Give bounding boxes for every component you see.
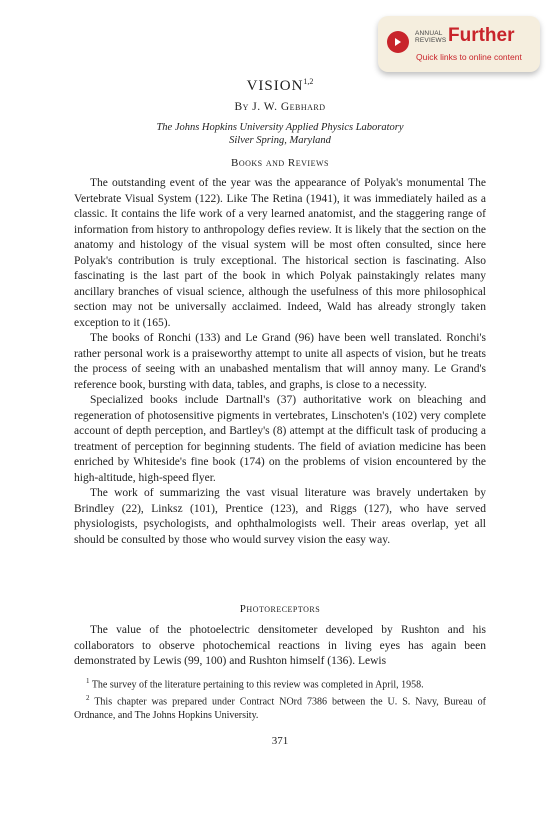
- article-title: [0, 77, 560, 95]
- annual-reviews-further-badge[interactable]: [378, 16, 540, 72]
- affiliation-location: Silver Spring, Maryland: [229, 135, 331, 146]
- title-footnote-marks: 1,2: [303, 77, 314, 86]
- badge-brand-line1: ANNUAL: [415, 30, 443, 37]
- badge-further-word: Further: [448, 25, 515, 46]
- footnotes: [74, 675, 486, 722]
- footnote: [74, 692, 486, 722]
- badge-brand-text: [415, 30, 446, 44]
- paragraph: The value of the photoelectric densitometer developed by Rushton and his collaborators to observe photochemical reactions in living eyes has again been demonstrated by Lewis (99, 100) and Rushton himself (136). Lewis: [74, 624, 486, 667]
- section-heading-photoreceptors: Photoreceptors: [239, 603, 321, 615]
- author-affiliation: [0, 121, 560, 147]
- footnote-mark: 1: [86, 677, 90, 685]
- footnote-mark: 2: [86, 693, 90, 702]
- footnote: [74, 675, 486, 692]
- footnote-text: This chapter was prepared under Contract NOrd 7386 between the U. S. Navy, Bureau of Ordnance, and The Johns Hopkins University.: [74, 696, 486, 721]
- paragraph: The work of summarizing the vast visual literature was bravely undertaken by Brindley (22), Linksz (101), Prentice (123), and Riggs (127), who have served physiologists, psychologists, and ophthalmologists well. Their areas overlap, yet all should be consulted by those who would survey vision the easy way.: [74, 487, 486, 546]
- annual-reviews-logo-icon: [387, 31, 409, 53]
- page-number: 371: [271, 735, 289, 747]
- paragraph: The books of Ronchi (133) and Le Grand (96) have been well translated. Ronchi's rather personal work is a praiseworthy attempt to unite all aspects of vision, but he treats the process of seeing with an unabashed mentalism that will annoy many. Le Grand's reference book, bursting with data, tables, and graphs, is close to a necessity.: [74, 332, 486, 391]
- badge-subtitle[interactable]: Quick links to online content: [416, 52, 522, 62]
- footnote-text: The survey of the literature pertaining to this review was completed in April, 1958.: [91, 679, 424, 691]
- author-byline: By J. W. Gebhard: [234, 101, 326, 113]
- article-title-text: VISION: [246, 78, 304, 94]
- section-heading-books-and-reviews: Books and Reviews: [230, 157, 329, 169]
- badge-brand-line2: REVIEWS: [415, 37, 447, 44]
- section-body-photoreceptors: [74, 623, 486, 670]
- paragraph: Specialized books include Dartnall's (37) authoritative work on bleaching and regeneration of photosensitive pigments in vertebrates, Linschoten's (102) very complete account of depth perception, and Bartley's (8) attempt at the difficult task of producing a treatment of perception for beginning students. The field of aviation medicine has been enriched by Whiteside's fine book (174) on the problems of vision encountered by the high-altitude, high-speed flyer.: [74, 394, 486, 484]
- paragraph: The outstanding event of the year was the appearance of Polyak's monumental The Vertebrate Visual System (122). Like The Retina (1941), it was immediately hailed as a classic. It contains the life work of a very learned anatomist, and the staggering range of information from history to anthropology defies review. It is likely that the section on the anatomy and histology of the visual system will be most often consulted, since here Polyak's contribution is truly exceptional. The historical section is fascinating. Also fascinating is the last part of the book in which Polyak painstakingly relates many ancillary branches of visual science, although the usefulness of this more philosophical section may not be universally acclaimed. Indeed, Wald has already strongly taken exception to it (165).: [74, 177, 486, 329]
- section-body-books-and-reviews: [74, 176, 486, 548]
- affiliation-institution: The Johns Hopkins University Applied Physics Laboratory: [156, 122, 404, 133]
